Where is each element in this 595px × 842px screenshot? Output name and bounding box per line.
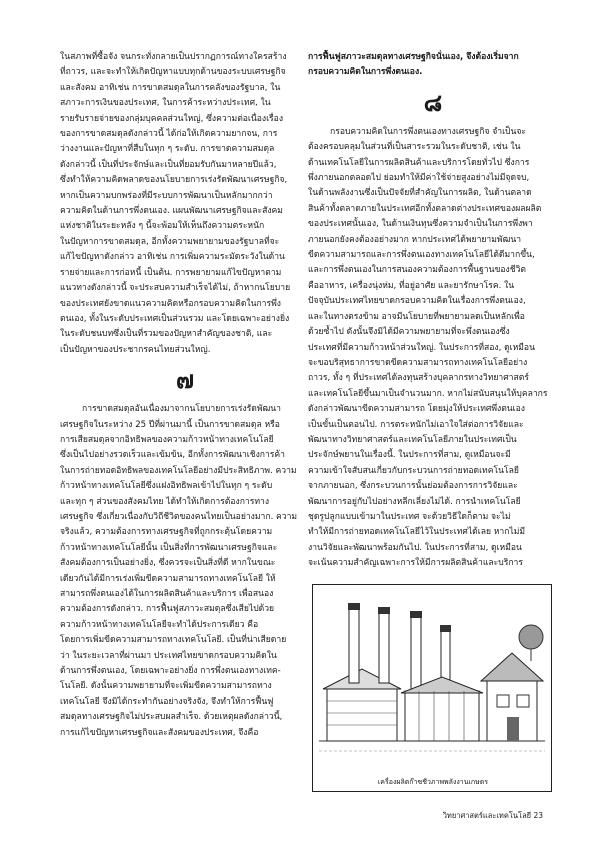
text-line: เป็นขั้นเป็นตอนไป. การตระหนักไม่เอาใจใส่ต่อการวิจัยและ: [308, 419, 524, 430]
text-line: และสังคม อาทิเช่น การขาดสมดุลในการคลังของรัฐบาล, ใน: [60, 82, 281, 93]
figure-illustration: [312, 584, 552, 792]
text-line: และการพึ่งตนเองในการสนองความต้องการพื้นฐานของชีวิต: [308, 265, 526, 276]
left-paragraph-2: [60, 402, 310, 741]
text-line: แนวทางดังกล่าวนี้ จะประสบความสำเร็จได้ไม่, ถ้าหากนโยบาย: [60, 283, 291, 294]
text-line: และเทคโนโลยีขึ้นมาเป็นจำนวนมาก. หากไม่สนับสนุนให้บุคลากร: [308, 388, 548, 399]
text-line: งานวิจัยและพัฒนาพร้อมกันไป. ในประการที่สาม, ดูเหมือน: [308, 542, 522, 553]
text-line: จะเน้นความสำคัญเฉพาะการให้มีการผลิตสินค้าและบริการ: [308, 558, 523, 569]
text-line: ภายนอกยังคงต้องอย่างมาก หากประเทศได้พยายามพัฒนา: [308, 234, 522, 245]
text-line: สินค้าทั้งตลาดภายในประเทศอีกทั้งตลาดต่างประเทศของผลผลิต: [308, 203, 542, 214]
text-line: รายจ่ายและการก่อหนี้ เป็นต้น. การพยายามแก้ไขปัญหาตาม: [60, 267, 282, 278]
text-line: ชุดรูปลูกแบบเข้ามาในประเทศ จะด้วยวิธีใดก็ตาม จะไม่: [308, 511, 511, 522]
text-line: ดังกล่าวนี้ เป็นที่ประจักษ์และเป็นที่ยอมรับกันมาหลายปีแล้ว,: [60, 159, 277, 170]
text-line: ตนเอง, ทั้งในระดับประเทศเป็นส่วนรวม และโดยเฉพาะอย่างยิ่ง: [60, 313, 290, 324]
text-line: ในการถ่ายทอดอิทธิพลของเทคโนโลยีอย่างมีประสิทธิภาพ. ความ: [60, 465, 297, 476]
text-line: โนโลยี. ดังนั้นความพยายามที่จะเพิ่มขีดความสามารถทาง: [60, 681, 272, 692]
text-line: แก้ไขปัญหาดังกล่าว อาทิเช่น การเพิ่มความระมัดระวังในด้าน: [60, 252, 285, 263]
section-number-7: ๗: [175, 365, 195, 395]
text-line: เศรษฐกิจในระหว่าง 25 ปีที่ผ่านมานี้ เป็นการขาดสมดุล หรือ: [60, 419, 280, 430]
section-number-8: ๘: [423, 87, 443, 117]
text-line: จากภายนอก, ซึ่งกระบวนการนั้นย่อมต้องการการวิจัยและ: [308, 481, 518, 492]
text-line: เทคโนโลยี จึงมิได้กระทำกันอย่างจริงจัง, จึงทำให้การฟื้นฟู: [60, 696, 274, 707]
text-line: คืออาหาร, เครื่องนุ่งห่ม, ที่อยู่อาศัย และยารักษาโรค. ใน: [308, 280, 515, 291]
text-line: ความก้าวหน้าทางเทคโนโลยีจะทำได้ประการเดียว คือ: [60, 619, 259, 630]
text-line: ว่า ในระยะเวลาที่ผ่านมา ประเทศไทยขาดกรอบความคิดใน: [60, 650, 277, 661]
text-line: กรอบความคิดในการพึ่งตนเองทางเศรษฐกิจ จำเป็นจะ: [330, 126, 527, 137]
text-line: ก้าวหน้าทางเทคโนโลยีซึ่งแฝงอิทธิพลเข้าไปในทุก ๆ ระดับ: [60, 481, 273, 492]
text-line: ความเข้าใจสับสนเกี่ยวกับกระบวนการถ่ายทอดเทคโนโลยี: [308, 465, 519, 476]
text-line: สมดุลทางเศรษฐกิจไม่ประสบผลสำเร็จ. ด้วยเหตุผลดังกล่าวนี้,: [60, 712, 283, 723]
text-line: การขาดสมดุลอันเนื่องมาจากนโยบายการเร่งรัดพัฒนา: [82, 404, 282, 415]
text-line: ในสภาพที่ซื้อจัง จนกระทั่งกลายเป็นปรากฏการณ์ทางใครสร้าง: [60, 52, 287, 62]
text-line: ในด้านพลังงานซึ่งเป็นปัจจัยที่สำคัญในการผลิต, ในด้านตลาด: [308, 188, 532, 199]
text-line: ซึ่งทำให้ความคิดพลาดของนโยบายการเร่งรัดพัฒนาเศรษฐกิจ,: [60, 175, 288, 186]
text-line: รายรับรายจ่ายของกลุ่มบุคคลส่วนใหญ่, ซึ่งความต่อเนื่องเรื่อง: [60, 113, 284, 124]
text-line: พัฒนาทางวิทยาศาสตร์และเทคโนโลยีภายในประเทศเป็น: [308, 434, 517, 445]
text-line: ของประเทศนั้นเอง, ในด้านเงินทุนซึ่งความจำเป็นในการพึ่งพา: [308, 219, 533, 230]
text-line: ดังกล่าวพัฒนาขีดความสามารถ โดยมุ่งให้ประเทศพึ่งตนเอง: [308, 404, 525, 415]
text-line: สังคมต้องการเป็นอย่างยิ่ง, ซึ่งควรจะเป็นสิ่งที่ดี หากในขณะ: [60, 558, 276, 569]
text-line: และทุก ๆ ส่วนของสังคมไทย ได้ทำให้เกิดการต้องการทาง: [60, 496, 270, 507]
page-footer: วิทยาศาสตร์และเทคโนโลยี 23: [442, 811, 543, 820]
text-line: ที่ถาวร, และจะทำให้เกิดปัญหาแบบทุกด้านของระบบเศรษฐกิจ: [60, 67, 286, 78]
text-line: โดยการเพิ่มขีดความสามารถทางเทคโนโลยี. เป็นที่น่าเสียดาย: [60, 635, 287, 646]
figure-caption: เครื่องผลิตก๊าซชีวภาพพลังงานเกษตร: [377, 778, 489, 786]
text-line: ปัจจุบันประเทศไทยขาดกรอบความคิดในเรื่องการพึ่งตนเอง,: [308, 296, 526, 307]
text-line: ของการขาดสมดุลดังกล่าวนี้ ได้ก่อให้เกิดความยากจน, การ: [60, 129, 278, 140]
text-line: ก้าวหน้าทางเทคโนโลยีนั้น เป็นสิ่งที่การพัฒนาเศรษฐกิจและ: [60, 542, 278, 553]
text-line: การแก้ไขปัญหาเศรษฐกิจและสังคมของประเทศ, จึงคือ: [60, 727, 259, 738]
text-line: ทำให้มีการถ่ายทอดเทคโนโลยีไว้ในประเทศได้เลย หากไม่มี: [308, 527, 526, 538]
right-paragraph-0: [308, 50, 558, 81]
text-line: จะขอบริสุทธาการขาดขีดความสามารถทางเทคโนโลยีอย่าง: [308, 357, 528, 368]
right-paragraph-1: [308, 125, 558, 572]
text-line: ความคิดในด้านการพึ่งตนเอง. แผนพัฒนาเศรษฐกิจและสังคม: [60, 206, 283, 217]
text-line: สภาวะการเงินของประเทศ, ในการค้าระหว่างประเทศ, ใน: [60, 98, 271, 109]
text-line: เดียวกันได้มีการเร่งเพิ่มขีดความสามารถทางเทคโนโลยี ให้: [60, 573, 276, 584]
biogas-facility-illustration: [319, 591, 545, 771]
text-line: ในปัญหาการขาดสมดุล, อีกทั้งความพยายามของรัฐบาลที่จะ: [60, 236, 280, 247]
text-line: พัฒนาการอยู่กับไปอย่างหลีกเลี่ยงไม่ได้. การนำเทคโนโลยี: [308, 496, 521, 507]
text-line: กรอบความคิดในการพึ่งตนเอง.: [308, 67, 423, 78]
text-line: ขีดความสามารถและการพึ่งตนเองทางเทคโนโลยีได้ดีมากขึ้น,: [308, 250, 535, 261]
text-line: เป็นปัญหาของประชากรคนไทยส่วนใหญ่.: [60, 344, 211, 355]
text-line: ความต้องการดังกล่าว. การฟื้นฟูสภาวะสมดุลซึ่งเสียไปด้วย: [60, 604, 275, 615]
text-line: การเสียสมดุลจากอิทธิพลของความก้าวหน้าทางเทคโนโลยี: [60, 434, 274, 445]
text-line: ซึ่งเป็นไปอย่างรวดเร็วและเข้มข้น, อีกทั้งการพัฒนาเชิงการค้า: [60, 450, 285, 461]
text-line: ด้านเทคโนโลยีในการผลิตสินค้าและบริการโดยทั่วไป ซึ่งการ: [308, 157, 530, 168]
text-line: และในทางตรงข้าม อาจมีนโยบายที่พยายามลดเป็นหลักเพื่อ: [308, 311, 525, 322]
right-column: [308, 50, 558, 572]
text-line: จริงแล้ว, ความต้องการทางเศรษฐกิจที่ถูกกระตุ้นโดยความ: [60, 527, 273, 538]
text-line: ของประเทศยังขาดแนวความคิดหรือกรอบความคิดในการพึ่ง: [60, 298, 281, 309]
text-line: ประจักษ์พยานในเรื่องนี้. ในประการที่สาม, ดูเหมือนจะมี: [308, 450, 511, 461]
text-line: สามารถพึ่งตนเองได้ในการผลิตสินค้าและบริการ เพื่อสนอง: [60, 589, 274, 599]
text-line: ด้วยซ้ำไป ดังนั้นจึงมิได้มีความพยายามที่จะพึ่งตนเองซึ่ง: [308, 327, 510, 338]
text-line: แห่งชาติในระยะหลัง ๆ นี้จะพ้อมให้เห็นถึงความตระหนัก: [60, 221, 265, 232]
text-line: พึ่งภายนอกตลอดไป ย่อมทำให้มีค่าใช้จ่ายสูงอย่างไม่มีจุดจบ,: [308, 173, 530, 184]
text-line: ด้านการพึ่งตนเอง, โดยเฉพาะอย่างยิ่ง การพึ่งตนเองทางเทค-: [60, 666, 281, 677]
text-line: ในระดับชนบทซึ่งเป็นที่รวมของปัญหาสำคัญของชาติ, และ: [60, 329, 273, 340]
text-line: ต้องครอบคลุมในส่วนที่เป็นสาระรวมในระดับชาติ, เช่น ใน: [308, 142, 521, 153]
text-line: ประเทศที่มีความก้าวหน้าส่วนใหญ่. ในประการที่สอง, ดูเหมือน: [308, 342, 535, 353]
text-line: ถาวร, ทั้ง ๆ ที่ประเทศได้ลงทุนสร้างบุคลากรทางวิทยาศาสตร์: [308, 373, 529, 384]
left-paragraph-1: [60, 50, 310, 358]
text-line: การฟื้นฟูสภาวะสมดุลทางเศรษฐกิจนั่นเอง, จึงต้องเริ่มจาก: [308, 52, 519, 62]
text-line: เศรษฐกิจ ซึ่งเกี่ยวเนื่องกับวิถีชีวิตของคนไทยเป็นอย่างมาก. ความ: [60, 511, 298, 522]
text-line: ว่างงานและปัญหาที่สืบในทุก ๆ ระดับ. การขาดความสมดุล: [60, 144, 275, 155]
left-column: [60, 50, 310, 741]
text-line: หากเป็นความบกพร่องที่มีระบบการพัฒนาเป็นหลักมากกว่า: [60, 190, 273, 201]
